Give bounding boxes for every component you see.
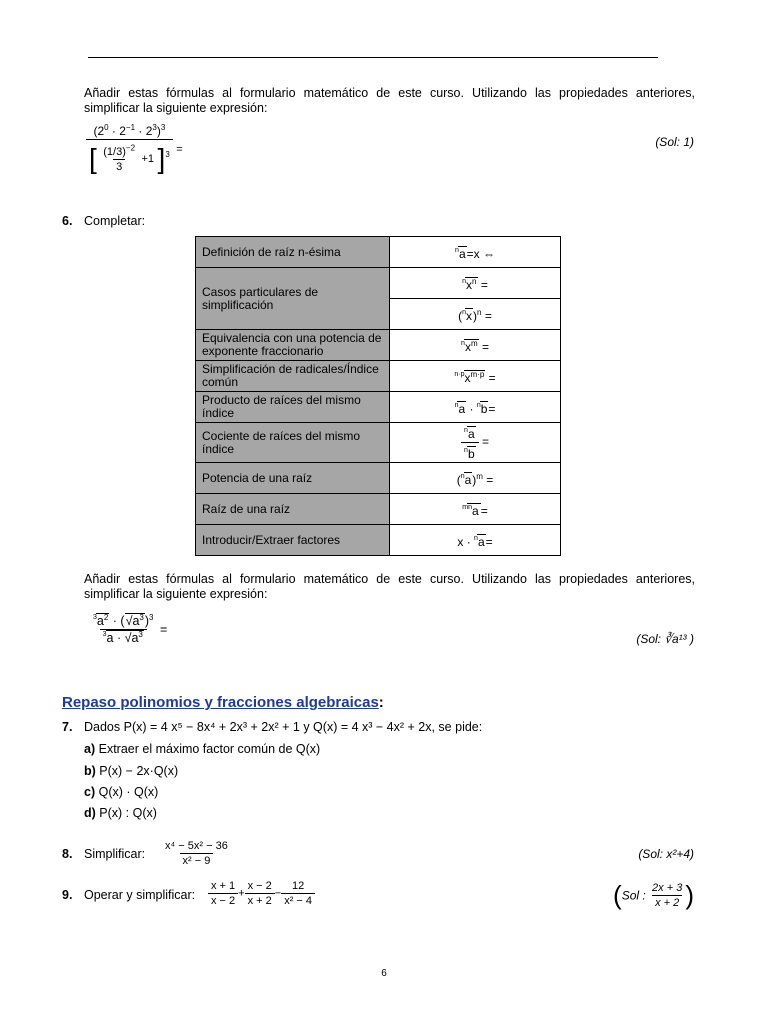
section-heading xyxy=(62,694,384,711)
sol-num: 2x + 3 xyxy=(652,882,683,894)
row-formula: $\frac{^na}{^nb}$ = xyxy=(390,423,561,463)
op1: + xyxy=(238,887,245,900)
item8-fraction xyxy=(162,840,231,867)
part-letter: d) xyxy=(84,806,96,820)
section-heading-colon: : xyxy=(378,694,384,711)
item8-number: 8. xyxy=(62,847,73,861)
item7-text: Dados P(x) = 4 x⁵ − 8x⁴ + 2x³ + 2x² + 1 y Q(x) = 4 x³ − 4x² + 2x, se pide: xyxy=(84,720,483,734)
item9-label: Operar y simplificar: xyxy=(84,888,196,902)
row-label: Equivalencia con una potencia de exponente fraccionario xyxy=(196,330,390,361)
item7-part xyxy=(84,742,320,756)
expr2-solution: (Sol: ∛a¹³ ) xyxy=(636,632,694,646)
item8-num: x⁴ − 5x² − 36 xyxy=(165,840,228,852)
item9-expression xyxy=(208,880,315,907)
f2-num: x − 2 xyxy=(247,880,272,892)
f3-den: x² − 4 xyxy=(281,893,315,907)
row-label: Cociente de raíces del mismo índice xyxy=(196,423,390,463)
sol-label: Sol : xyxy=(621,888,646,903)
item7-part xyxy=(84,806,157,820)
row-formula: $(^na)^m$ = xyxy=(390,463,561,494)
item8-label: Simplificar: xyxy=(84,847,146,861)
item7-part xyxy=(84,764,178,778)
row-formula: $^nx^m$ = xyxy=(390,330,561,361)
op2: − xyxy=(274,887,282,900)
expr1-equals: = xyxy=(176,143,183,156)
row-formula: x · $^n$a= xyxy=(390,525,561,556)
expression-2: $\frac{^3a^2 \cdot (√a^3)^3}{^3a \cdot √a^3}$ = xyxy=(93,612,168,645)
intro-paragraph-1: Añadir estas fórmulas al formulario matemático de este curso. Utilizando las propiedades anteriores, simplificar la siguiente expresión: xyxy=(84,86,695,115)
page-number: 6 xyxy=(381,968,387,979)
item7-number: 7. xyxy=(62,720,73,734)
row-label: Producto de raíces del mismo índice xyxy=(196,392,390,423)
f3-num: 12 xyxy=(291,880,305,892)
f2-den: x + 2 xyxy=(245,893,275,907)
item7-part xyxy=(84,785,158,799)
row-formula: $^n$a=x ⇔ xyxy=(390,237,561,268)
item6-number: 6. xyxy=(62,214,73,228)
part-letter: b) xyxy=(84,764,96,778)
row-label: Casos particulares de simplificación xyxy=(196,268,390,330)
item8-solution: (Sol: x²+4) xyxy=(638,847,694,861)
item9-solution: (Sol : $\frac{2x + 3}{x + 2}$ ) xyxy=(613,880,694,910)
part-text: Q(x) · Q(x) xyxy=(98,785,159,799)
roots-table xyxy=(195,236,561,556)
expression-1: $(2^0 \cdot 2^{-1} \cdot 2^3)^3$ [ $\frac{(1/3)^{-2}}{3}$ +1 ]$^3$ = xyxy=(86,124,183,175)
item9-number: 9. xyxy=(62,888,73,902)
part-letter: c) xyxy=(84,785,96,799)
row-label: Introducir/Extraer factores xyxy=(196,525,390,556)
intro-paragraph-2: Añadir estas fórmulas al formulario matemático de este curso. Utilizando las propiedades anteriores, simplificar la siguiente expresión: xyxy=(84,572,695,601)
section-heading-text: Repaso polinomios y fracciones algebraicas xyxy=(62,694,379,711)
item8-den: x² − 9 xyxy=(180,853,214,867)
row-formula: $^{mn}$a = xyxy=(390,494,561,525)
expr2-equals: = xyxy=(159,622,168,637)
sol-den: x + 2 xyxy=(652,895,682,909)
row-label: Potencia de una raíz xyxy=(196,463,390,494)
f1-den: x − 2 xyxy=(208,893,238,907)
part-letter: a) xyxy=(84,742,96,756)
row-label: Raíz de una raíz xyxy=(196,494,390,525)
row-label: Definición de raíz n-ésima xyxy=(196,237,390,268)
f1-num: x + 1 xyxy=(211,880,236,892)
header-rule xyxy=(88,57,658,58)
part-text: P(x) : Q(x) xyxy=(99,806,157,820)
part-text: P(x) − 2x·Q(x) xyxy=(99,764,179,778)
row-formula: $^nx^n$ = xyxy=(390,268,561,299)
row-label: Simplificación de radicales/Índice común xyxy=(196,361,390,392)
item6-label: Completar: xyxy=(84,214,146,228)
expr1-solution: (Sol: 1) xyxy=(655,135,694,149)
part-text: Extraer el máximo factor común de Q(x) xyxy=(98,742,321,756)
row-formula: $^{n\cdot p}x^{m\cdot p}$ = xyxy=(390,361,561,392)
row-formula: $(^nx)^n$ = xyxy=(390,299,561,330)
row-formula: $^n$a · $^n$b= xyxy=(390,392,561,423)
